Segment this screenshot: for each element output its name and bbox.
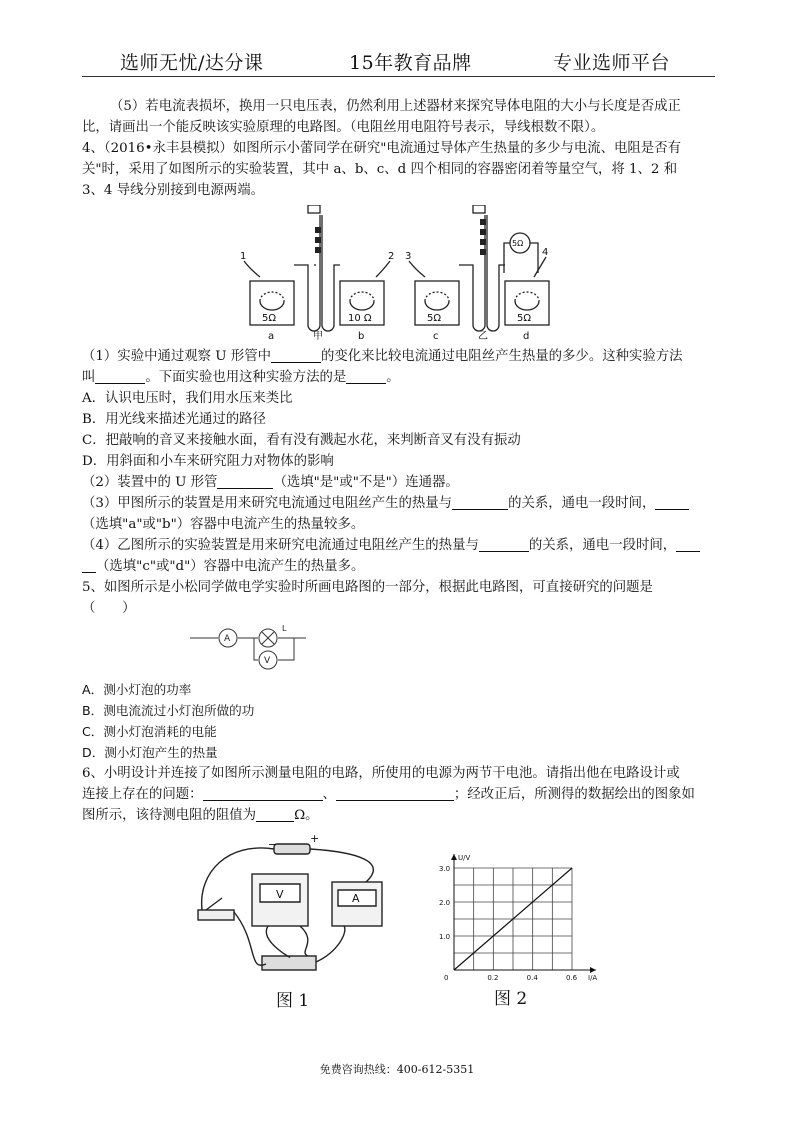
q6-figure-2-ui-graph [432,842,612,982]
voltmeter-label: V [264,656,271,666]
q6-line2: 连接上存在的问题： 、 ；经改正后，所测得的数据绘出的图象如 [82,787,695,802]
q4-q1-line2: 叫 。下面实验也用这种实验方法的是 。 [82,370,400,385]
resistor-label-b: 10 Ω [348,313,372,324]
joule-heating-apparatus-figure [230,205,560,345]
header-right: 专业选师平台 [553,52,671,74]
container-label-b: b [358,331,365,342]
answer-blank-11[interactable] [336,786,454,801]
q5-option-b: B．测电流流过小灯泡所做的功 [82,703,255,718]
q4-option-c: C．把敲响的音叉来接触水面，看有没有溅起水花，来判断音叉有没有振动 [82,433,521,448]
figure-2-caption: 图 2 [494,989,528,1009]
battery [274,844,310,854]
wire-label-3: 3 [405,251,412,262]
answer-blank-4[interactable] [217,474,273,489]
lamp-label: L [282,624,287,633]
x-axis-arrow [590,967,596,973]
y-axis-arrow [451,854,457,860]
y-tick-label: 1.0 [439,933,451,941]
q5-stem-line2: （ ） [82,601,136,616]
q4-q3-line2: （选填"a"或"b"）容器中电流产生的热量较多。 [82,517,365,532]
resistor-label-external: 5Ω [512,239,524,248]
answer-blank-1[interactable] [271,348,321,363]
q4-intro-line3: 3、4 导线分别接到电源两端。 [82,183,264,198]
answer-blank-12[interactable] [256,807,294,822]
q4-q4-line2: （选填"c"或"d"）容器中电流产生的热量多。 [82,557,364,577]
ammeter-label: A [224,634,231,644]
wire-label-2: 2 [388,251,395,262]
answer-blank-10[interactable] [203,786,323,801]
y-tick-label: 3.0 [439,865,451,873]
setup-label-yi: 乙 [478,331,488,342]
wire-label-4: 4 [542,247,549,258]
wire-2 [376,261,390,277]
q4-intro-line2: 关"时，采用了如图所示的实验装置，其中 a、b、c、d 四个相同的容器密闭着等量空气，将 1、2 和 [82,162,678,177]
header-center: 15年教育品牌 [349,52,472,74]
ammeter-label: A [352,892,360,905]
answer-blank-2[interactable] [95,369,145,384]
answer-blank-5[interactable] [452,495,508,510]
x-tick-label: 0.2 [487,974,499,982]
figure-1-caption: 图 1 [276,991,310,1011]
x-tick-label: 0 [444,974,449,982]
q5-stem-line1: 5、如图所示是小松同学做电学实验时所画电路图的一部分，根据此电路图，可直接研究的问题是 [82,580,653,595]
q4-q1-line1: （1）实验中通过观察 U 形管中 的变化来比较电流通过电阻丝产生热量的多少。这种实验方法 [82,349,683,364]
q5-circuit-figure [190,620,320,674]
y-axis-label: U/V [458,854,471,862]
wire-label-1: 1 [240,251,247,262]
q6-figure-1-circuit [188,832,406,984]
container-label-c: c [433,331,439,342]
x-tick-label: 0.4 [526,974,538,982]
wire-3 [409,261,425,277]
q4-option-a: A．认识电压时，我们用水压来类比 [82,391,293,406]
q5-option-d: D．测小灯泡产生的热量 [82,745,218,760]
container-label-a: a [268,331,275,342]
setup-label-jia: 甲 [313,331,323,342]
wire-4 [534,257,546,277]
coil-a [260,301,284,310]
container-label-d: d [523,331,530,342]
y-tick-label: 2.0 [439,899,451,907]
resistor-label-d: 5Ω [517,313,532,324]
switch [198,910,234,920]
q6-line1: 6、小明设计并连接了如图所示测量电阻的电路，所使用的电源为两节干电池。请指出他在电路设计或 [82,766,680,781]
resistor-device [262,956,316,970]
answer-blank-7[interactable] [479,537,529,552]
answer-blank-9[interactable] [82,558,96,573]
q4-option-b: B．用光线来描述光通过的路径 [82,412,266,427]
coil-b [350,301,374,310]
q3-p5-line2: 比，请画出一个能反映该实验原理的电路图。（电阻丝用电阻符号表示，导线根数不限）。 [82,120,605,135]
battery-minus: − [268,838,278,851]
wire-1 [244,261,260,277]
answer-blank-6[interactable] [655,495,689,510]
q6-line3: 图所示，该待测电阻的阻值为 Ω。 [82,808,319,823]
answer-blank-8[interactable] [676,537,700,552]
q3-p5-line1: （5）若电流表损坏，换用一只电压表，仍然利用上述器材来探究导体电阻的大小与长度是否成正 [110,99,681,114]
voltmeter-label: V [276,888,284,901]
q4-intro-line1: 4、（2016•永丰县模拟）如图所示小蕾同学在研究"电流通过导体产生热量的多少与电流、电阻是否有 [82,141,681,156]
header-rule [82,76,715,77]
header-left: 选师无忧/达分课 [120,52,264,74]
q5-option-c: C．测小灯泡消耗的电能 [82,724,217,739]
x-axis-label: I/A [588,974,598,982]
q4-option-d: D．用斜面和小车来研究阻力对物体的影响 [82,454,334,469]
q4-q4-line1: （4）乙图所示的实验装置是用来研究电流通过电阻丝产生的热量与 的关系，通电一段时间， [82,536,700,556]
q4-q3-line1: （3）甲图所示的装置是用来研究电流通过电阻丝产生的热量与 的关系，通电一段时间， [82,494,689,514]
coil-c [425,301,449,310]
answer-blank-3[interactable] [346,369,386,384]
resistor-label-a: 5Ω [262,313,277,324]
q5-option-a: A．测小灯泡的功率 [82,682,192,697]
battery-plus: + [310,832,320,845]
resistor-label-c: 5Ω [427,313,442,324]
q4-q2-line: （2）装置中的 U 形管 （选填"是"或"不是"）连通器。 [82,475,459,490]
x-tick-label: 0.6 [566,974,578,982]
footer-hotline: 免费咨询热线：400-612-5351 [319,1063,475,1076]
coil-d [515,301,539,310]
